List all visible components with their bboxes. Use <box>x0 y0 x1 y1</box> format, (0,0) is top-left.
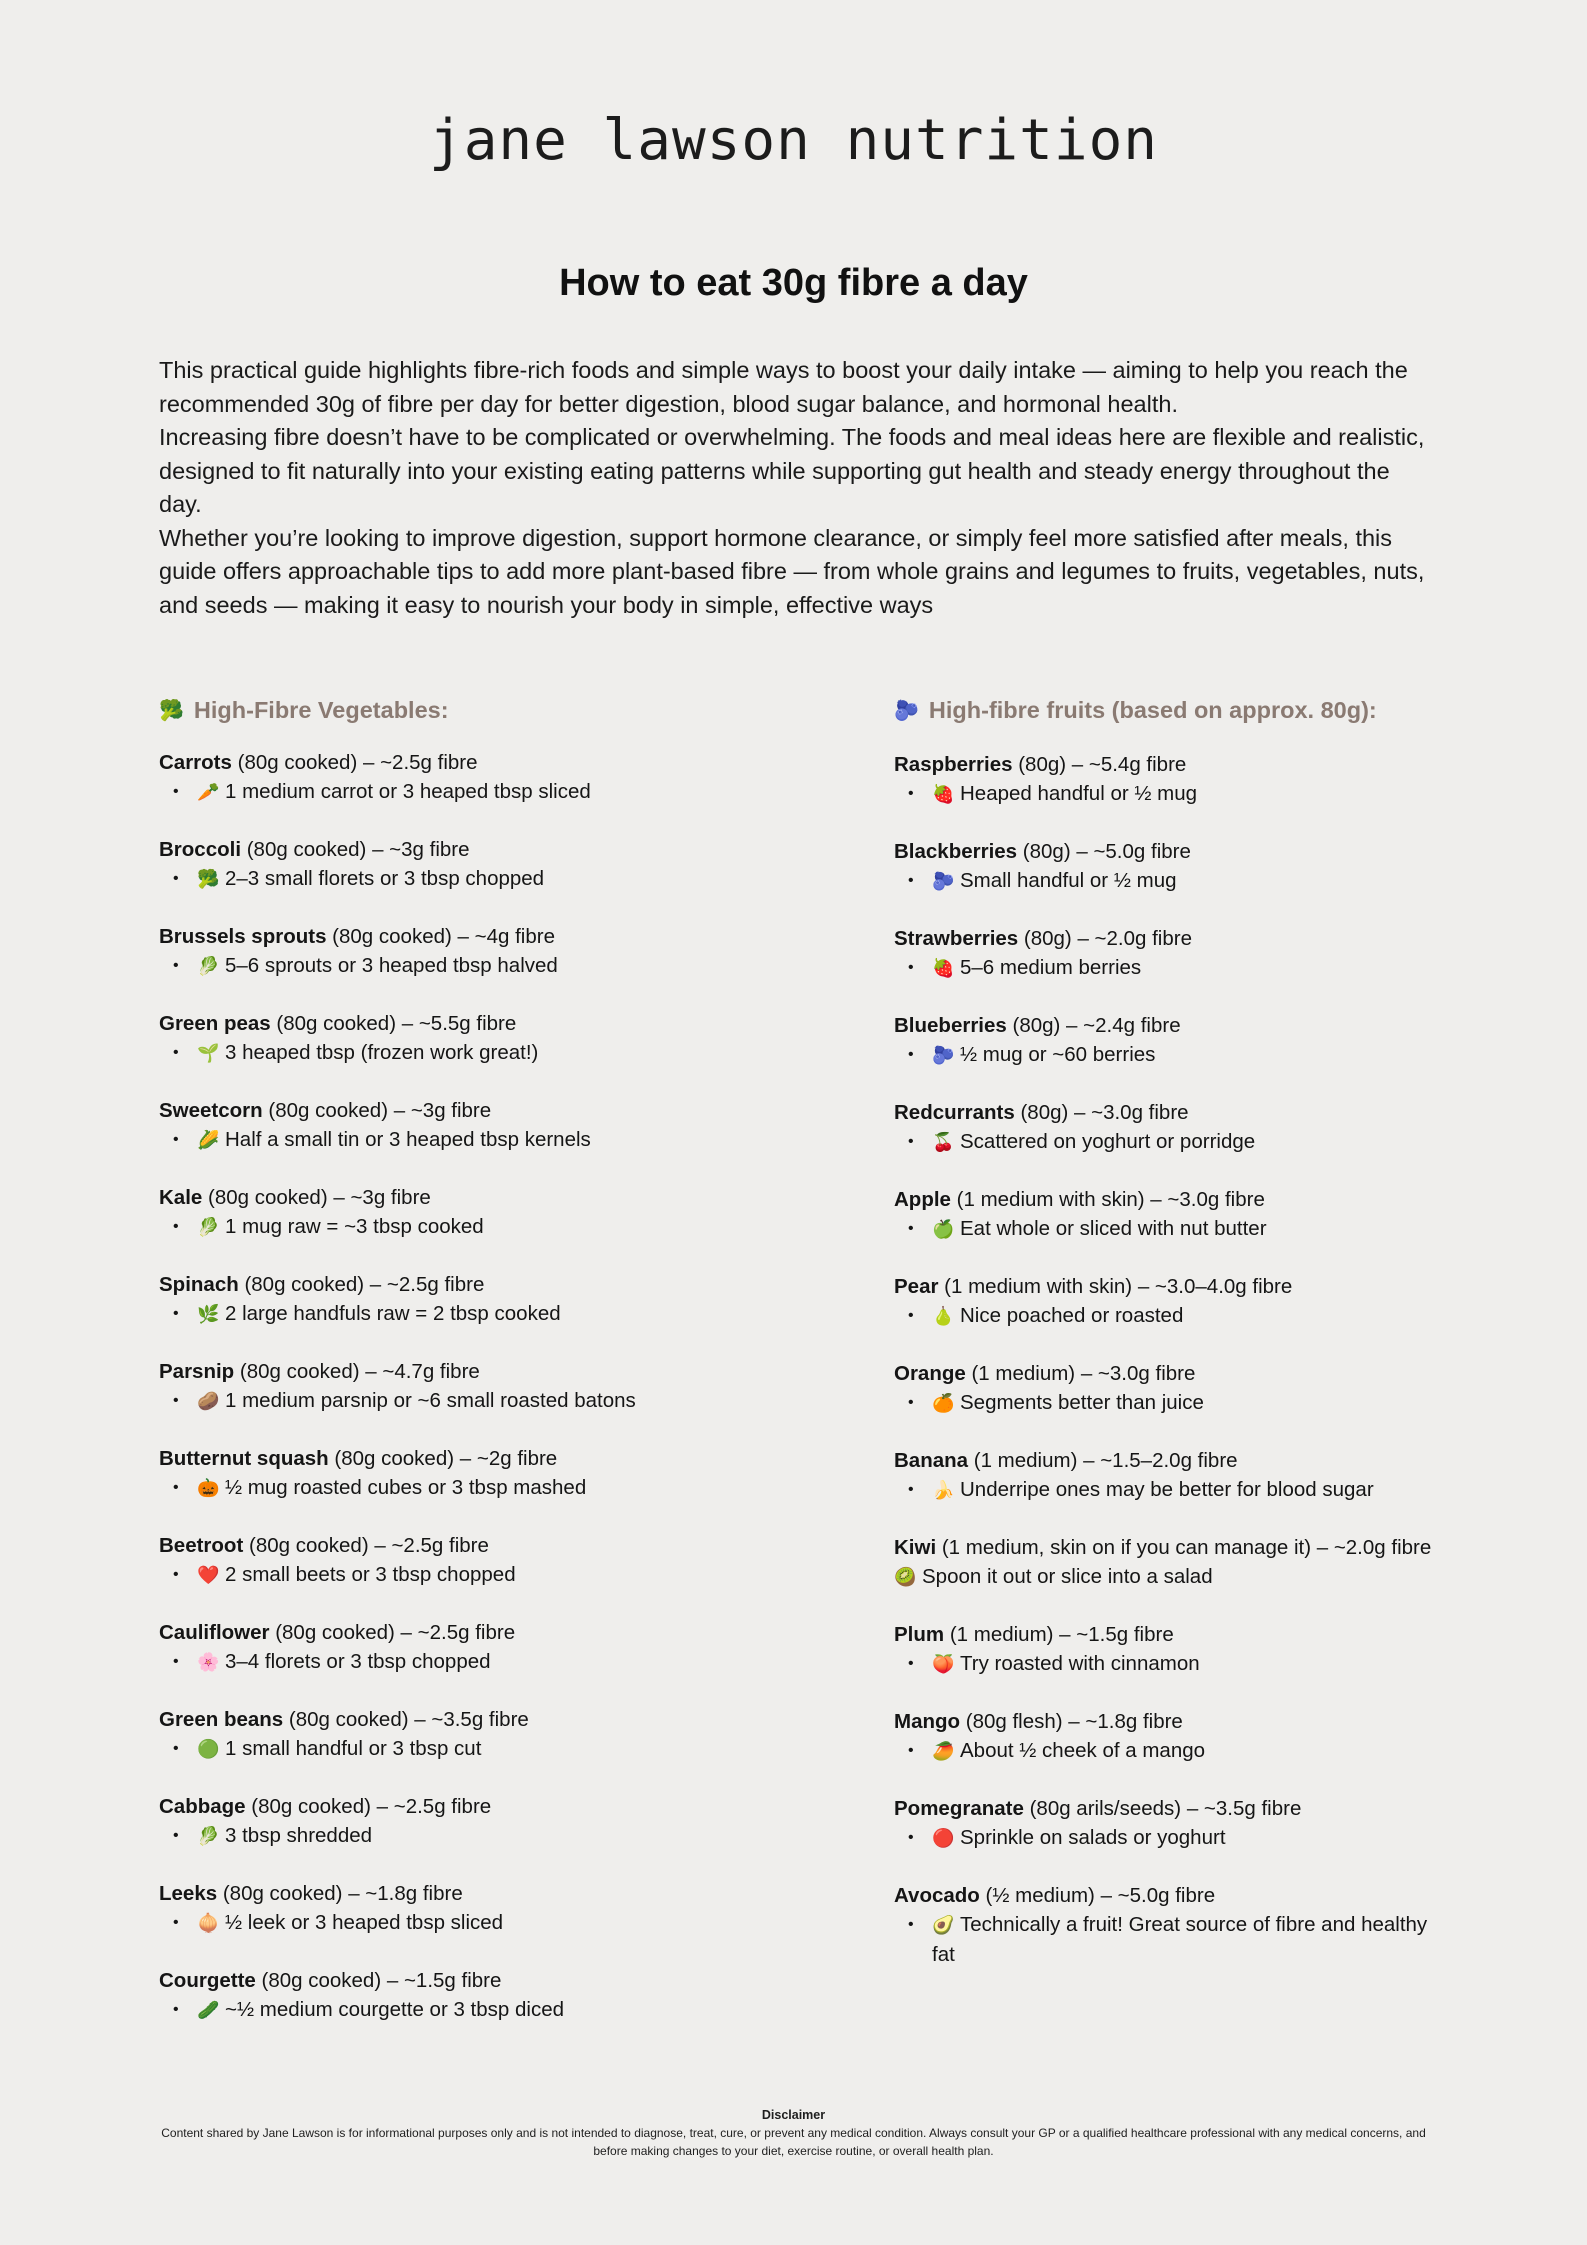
food-emoji-icon: 🥕 <box>197 782 220 802</box>
tip-bullet <box>159 1125 839 1155</box>
bullet-dot-icon: • <box>173 1392 179 1409</box>
list-item <box>159 1183 839 1270</box>
bullet-dot-icon: • <box>908 1916 914 1933</box>
food-emoji-icon: 🫐 <box>932 871 955 891</box>
tip-content <box>932 1301 1183 1331</box>
tip-content <box>197 777 591 807</box>
food-name: Beetroot <box>159 1534 244 1557</box>
food-detail: (80g cooked) – ~1.5g fibre <box>255 1969 502 1992</box>
food-detail: (80g cooked) – ~4.7g fibre <box>234 1360 480 1383</box>
tip-bullet <box>159 1821 839 1851</box>
list-item <box>894 1359 1434 1446</box>
food-tip: Scattered on yoghurt or porridge <box>960 1130 1256 1153</box>
tip-content <box>197 1647 491 1677</box>
tip-bullet <box>894 1910 1434 1969</box>
food-name: Kiwi <box>894 1536 937 1559</box>
food-name: Carrots <box>159 751 232 774</box>
food-emoji-icon: 🌿 <box>197 1304 220 1324</box>
tip-bullet <box>159 1908 839 1938</box>
list-item <box>894 1272 1434 1359</box>
food-line <box>159 748 839 777</box>
tip-bullet <box>894 1040 1434 1070</box>
list-item <box>894 1446 1434 1533</box>
food-line <box>894 1011 1434 1040</box>
bullet-dot-icon: • <box>908 1220 914 1237</box>
food-tip: 1 small handful or 3 tbsp cut <box>225 1737 482 1760</box>
list-item <box>159 1966 839 2053</box>
food-tip: 2 large handfuls raw = 2 tbsp cooked <box>225 1302 561 1325</box>
vegetables-list <box>159 748 839 2053</box>
food-name: Raspberries <box>894 753 1013 776</box>
food-name: Blueberries <box>894 1014 1007 1037</box>
tip-bullet <box>159 951 839 981</box>
food-line <box>159 1879 839 1908</box>
tip-content <box>197 864 544 894</box>
food-name: Orange <box>894 1362 966 1385</box>
list-item <box>894 1620 1434 1707</box>
bullet-dot-icon: • <box>908 959 914 976</box>
food-line <box>894 1185 1434 1214</box>
bullet-dot-icon: • <box>908 1046 914 1063</box>
food-line <box>894 1446 1434 1475</box>
food-emoji-icon: 🫐 <box>932 1045 955 1065</box>
bullet-dot-icon: • <box>173 1044 179 1061</box>
food-tip: Nice poached or roasted <box>960 1304 1184 1327</box>
bullet-dot-icon: • <box>908 785 914 802</box>
food-line <box>159 922 839 951</box>
food-tip: ½ mug or ~60 berries <box>960 1043 1156 1066</box>
list-item <box>159 1357 839 1444</box>
food-line <box>159 1531 839 1560</box>
bullet-dot-icon: • <box>908 1394 914 1411</box>
food-emoji-icon: 🍒 <box>932 1132 955 1152</box>
food-emoji-icon: 🥭 <box>932 1741 955 1761</box>
list-item <box>894 1098 1434 1185</box>
tip-content <box>932 953 1141 983</box>
food-line <box>159 835 839 864</box>
intro-paragraph: Increasing fibre doesn’t have to be complicated or overwhelming. The foods and meal ideas here are flexible and realistic, designed to fit naturally into your existing eating patterns while supporting gut health and steady energy throughout the day. <box>159 424 1425 517</box>
food-line <box>159 1618 839 1647</box>
fruits-heading-label: High-fibre fruits (based on approx. 80g): <box>928 696 1377 723</box>
tip-bullet <box>894 779 1434 809</box>
food-name: Blackberries <box>894 840 1018 863</box>
tip-bullet <box>894 1736 1434 1766</box>
bullet-dot-icon: • <box>908 872 914 889</box>
disclaimer-heading: Disclaimer <box>761 2108 826 2122</box>
tip-bullet <box>159 1299 839 1329</box>
food-tip: Try roasted with cinnamon <box>960 1652 1200 1675</box>
bullet-dot-icon: • <box>173 1131 179 1148</box>
food-emoji-icon: 🥬 <box>197 956 220 976</box>
food-tip: Technically a fruit! Great source of fibre and healthy fat <box>932 1913 1428 1966</box>
list-item <box>894 750 1434 837</box>
food-emoji-icon: 🌸 <box>197 1652 220 1672</box>
food-line <box>159 1357 839 1386</box>
tip-bullet <box>894 1127 1434 1157</box>
food-tip: Underripe ones may be better for blood sugar <box>960 1478 1374 1501</box>
tip-bullet <box>159 1734 839 1764</box>
bullet-dot-icon: • <box>173 2001 179 2018</box>
food-tip: 3 heaped tbsp (frozen work great!) <box>225 1041 539 1064</box>
food-emoji-icon: 🍏 <box>932 1219 955 1239</box>
food-tip: Spoon it out or slice into a salad <box>922 1565 1213 1588</box>
tip-bullet <box>894 1475 1434 1505</box>
tip-content <box>197 1299 561 1329</box>
food-name: Redcurrants <box>894 1101 1015 1124</box>
tip-bullet <box>894 1823 1434 1853</box>
food-tip: Segments better than juice <box>960 1391 1204 1414</box>
food-line <box>159 1183 839 1212</box>
intro-text <box>159 354 1431 622</box>
list-item <box>159 1096 839 1183</box>
food-detail: (80g cooked) – ~2.5g fibre <box>269 1621 516 1644</box>
food-name: Avocado <box>894 1884 980 1907</box>
fruits-heading <box>894 690 1434 730</box>
tip-content <box>197 1386 636 1416</box>
food-tip: About ½ cheek of a mango <box>960 1739 1206 1762</box>
list-item <box>894 837 1434 924</box>
food-tip: 5–6 medium berries <box>960 956 1142 979</box>
tip-content <box>197 1038 538 1068</box>
food-emoji-icon: 🌽 <box>197 1130 220 1150</box>
bullet-dot-icon: • <box>173 1914 179 1931</box>
tip-bullet <box>159 1995 839 2025</box>
bullet-dot-icon: • <box>908 1481 914 1498</box>
food-tip: 1 mug raw = ~3 tbsp cooked <box>225 1215 484 1238</box>
food-emoji-icon: 🍌 <box>932 1480 955 1500</box>
list-item <box>159 1444 839 1531</box>
tip-content <box>932 1736 1205 1766</box>
intro-paragraph: Whether you’re looking to improve digestion, support hormone clearance, or simply feel more satisfied after meals, this guide offers approachable tips to add more plant-based fibre — from whole grains and legumes to fruits, vegetables, nuts, and seeds — making it easy to nourish your body in simple, effective ways <box>159 524 1425 618</box>
tip-bullet <box>159 1473 839 1503</box>
food-line <box>159 1792 839 1821</box>
tip-content <box>197 1212 484 1242</box>
food-detail: (80g cooked) – ~3g fibre <box>241 838 470 861</box>
food-tip: Sprinkle on salads or yoghurt <box>960 1826 1226 1849</box>
bullet-dot-icon: • <box>908 1829 914 1846</box>
tip-bullet <box>159 1212 839 1242</box>
food-detail: (80g cooked) – ~2.5g fibre <box>245 1795 492 1818</box>
food-line <box>159 1705 839 1734</box>
tip-content <box>197 1908 503 1938</box>
vegetables-heading <box>159 690 839 730</box>
food-tip: 1 medium carrot or 3 heaped tbsp sliced <box>225 780 591 803</box>
tip-bullet <box>894 1649 1434 1679</box>
food-emoji-icon: 🥝 <box>894 1567 917 1587</box>
food-tip: ½ leek or 3 heaped tbsp sliced <box>225 1911 504 1934</box>
food-tip: 1 medium parsnip or ~6 small roasted batons <box>225 1389 636 1412</box>
food-emoji-icon: 🥔 <box>197 1391 220 1411</box>
food-tip: 5–6 sprouts or 3 heaped tbsp halved <box>225 954 558 977</box>
list-item <box>894 924 1434 1011</box>
food-line <box>894 837 1434 866</box>
fruits-list <box>894 750 1434 1968</box>
list-item <box>894 1185 1434 1272</box>
tip-bullet <box>159 1560 839 1590</box>
list-item <box>159 1705 839 1792</box>
food-emoji-icon: 🍑 <box>932 1654 955 1674</box>
food-line <box>159 1009 839 1038</box>
food-detail: (1 medium) – ~1.5g fibre <box>944 1623 1174 1646</box>
bullet-dot-icon: • <box>908 1307 914 1324</box>
food-line <box>894 750 1434 779</box>
bullet-dot-icon: • <box>173 1305 179 1322</box>
tip-bullet <box>894 953 1434 983</box>
food-name: Brussels sprouts <box>159 925 327 948</box>
food-line <box>159 1966 839 1995</box>
food-detail: (80g cooked) – ~1.8g fibre <box>217 1882 463 1905</box>
food-name: Green beans <box>159 1708 284 1731</box>
food-name: Pomegranate <box>894 1797 1024 1820</box>
broccoli-icon: 🥦 <box>159 699 184 722</box>
tip-content <box>932 1649 1200 1679</box>
tip-content <box>932 1388 1204 1418</box>
bullet-dot-icon: • <box>173 783 179 800</box>
food-detail: (80g cooked) – ~5.5g fibre <box>270 1012 517 1035</box>
food-emoji-icon: 🍊 <box>932 1393 955 1413</box>
food-line <box>894 1098 1434 1127</box>
tip-content <box>932 1127 1255 1157</box>
food-detail: (80g cooked) – ~2.5g fibre <box>238 1273 485 1296</box>
bullet-dot-icon: • <box>173 870 179 887</box>
tip-content <box>932 779 1197 809</box>
bullet-dot-icon: • <box>173 1740 179 1757</box>
food-name: Plum <box>894 1623 945 1646</box>
food-tip: Eat whole or sliced with nut butter <box>960 1217 1267 1240</box>
tip-content <box>197 1473 586 1503</box>
tip-bullet <box>159 777 839 807</box>
food-tip: 3 tbsp shredded <box>225 1824 373 1847</box>
tip-content <box>197 1125 591 1155</box>
food-tip: 3–4 florets or 3 tbsp chopped <box>225 1650 491 1673</box>
bullet-dot-icon: • <box>173 1218 179 1235</box>
bullet-dot-icon: • <box>908 1742 914 1759</box>
food-detail: (1 medium, skin on if you can manage it) – ~2.0g fibre <box>936 1536 1432 1559</box>
food-tip: Half a small tin or 3 heaped tbsp kernels <box>225 1128 591 1151</box>
disclaimer-text: Content shared by Jane Lawson is for informational purposes only and is not intended to diagnose, treat, cure, or prevent any medical condition. Always consult your GP or a qualified healthcare professional with any medical concerns, and before making changes to your diet, exercise routine, or overall health plan. <box>161 2126 1426 2158</box>
food-detail: (80g cooked) – ~2.5g fibre <box>243 1534 489 1557</box>
tip-bullet <box>159 1038 839 1068</box>
food-name: Cabbage <box>159 1795 246 1818</box>
tip-bullet <box>159 1386 839 1416</box>
blueberries-icon: 🫐 <box>894 699 919 722</box>
list-item <box>159 748 839 835</box>
food-emoji-icon: 🥬 <box>197 1217 220 1237</box>
food-name: Apple <box>894 1188 951 1211</box>
tip-content <box>932 1475 1374 1505</box>
food-emoji-icon: 🥦 <box>197 869 220 889</box>
vegetables-section <box>159 690 839 2053</box>
food-detail: (½ medium) – ~5.0g fibre <box>979 1884 1216 1907</box>
food-tip: 2–3 small florets or 3 tbsp chopped <box>225 867 545 890</box>
tip-bullet <box>894 1214 1434 1244</box>
food-detail: (1 medium with skin) – ~3.0–4.0g fibre <box>938 1275 1293 1298</box>
food-detail: (80g cooked) – ~2.5g fibre <box>231 751 478 774</box>
list-item <box>159 1618 839 1705</box>
food-line <box>894 924 1434 953</box>
list-item <box>159 1270 839 1357</box>
bullet-dot-icon: • <box>173 1479 179 1496</box>
food-line <box>894 1794 1434 1823</box>
tip-bullet <box>159 864 839 894</box>
food-emoji-icon: 🎃 <box>197 1478 220 1498</box>
food-line <box>159 1444 839 1473</box>
food-name: Strawberries <box>894 927 1019 950</box>
food-line <box>894 1272 1434 1301</box>
food-emoji-icon: 🥒 <box>197 2000 220 2020</box>
list-item <box>894 1881 1434 1968</box>
food-name: Cauliflower <box>159 1621 270 1644</box>
food-detail: (80g) – ~5.4g fibre <box>1012 753 1187 776</box>
list-item <box>894 1707 1434 1794</box>
tip-content <box>197 1995 564 2025</box>
food-line <box>159 1096 839 1125</box>
food-name: Kale <box>159 1186 203 1209</box>
vegetables-heading-label: High-Fibre Vegetables: <box>193 696 449 723</box>
food-detail: (80g cooked) – ~3g fibre <box>202 1186 431 1209</box>
tip-content <box>197 1560 516 1590</box>
food-line <box>159 1270 839 1299</box>
intro-paragraph: This practical guide highlights fibre-rich foods and simple ways to boost your daily intake — aiming to help you reach the recommended 30g of fibre per day for better digestion, blood sugar balance, and hormonal health. <box>159 357 1408 417</box>
food-name: Parsnip <box>159 1360 235 1383</box>
food-detail: (80g flesh) – ~1.8g fibre <box>960 1710 1183 1733</box>
tip-bullet <box>894 866 1434 896</box>
food-tip: Heaped handful or ½ mug <box>960 782 1198 805</box>
tip-bullet <box>159 1647 839 1677</box>
list-item <box>159 1009 839 1096</box>
tip-content <box>932 1910 1434 1969</box>
food-name: Banana <box>894 1449 969 1472</box>
food-line <box>894 1881 1434 1910</box>
bullet-dot-icon: • <box>173 957 179 974</box>
brand-logo: jane lawson nutrition <box>428 108 1158 173</box>
food-emoji-icon: 🍐 <box>932 1306 955 1326</box>
food-line <box>894 1359 1434 1388</box>
food-name: Leeks <box>159 1882 218 1905</box>
page-title: How to eat 30g fibre a day <box>559 262 1028 304</box>
food-name: Butternut squash <box>159 1447 329 1470</box>
food-emoji-icon: 🟢 <box>197 1739 220 1759</box>
food-emoji-icon: ❤️ <box>197 1565 220 1585</box>
food-tip: Small handful or ½ mug <box>960 869 1177 892</box>
list-item <box>159 1792 839 1879</box>
bullet-dot-icon: • <box>173 1566 179 1583</box>
fruits-section <box>894 690 1434 1968</box>
tip-content <box>932 866 1177 896</box>
food-name: Green peas <box>159 1012 271 1035</box>
food-tip: ~½ medium courgette or 3 tbsp diced <box>225 1998 565 2021</box>
food-line <box>894 1707 1434 1736</box>
food-tip: ½ mug roasted cubes or 3 tbsp mashed <box>225 1476 587 1499</box>
tip-bullet <box>894 1388 1434 1418</box>
food-name: Spinach <box>159 1273 239 1296</box>
food-emoji-icon: 🧅 <box>197 1913 220 1933</box>
list-item <box>159 1531 839 1618</box>
list-item <box>894 1794 1434 1881</box>
food-name: Sweetcorn <box>159 1099 263 1122</box>
tip-bullet <box>894 1301 1434 1331</box>
bullet-dot-icon: • <box>173 1827 179 1844</box>
tip-content <box>197 1734 481 1764</box>
tip-content <box>197 1821 372 1851</box>
tip-content <box>197 951 558 981</box>
food-line <box>894 1620 1434 1649</box>
food-detail: (80g) – ~3.0g fibre <box>1014 1101 1189 1124</box>
list-item <box>159 922 839 1009</box>
tip-content <box>932 1823 1226 1853</box>
list-item <box>159 1879 839 1966</box>
food-emoji-icon: 🔴 <box>932 1828 955 1848</box>
food-detail: (80g cooked) – ~3g fibre <box>262 1099 492 1122</box>
food-name: Broccoli <box>159 838 242 861</box>
bullet-dot-icon: • <box>908 1655 914 1672</box>
food-detail: (1 medium) – ~3.0g fibre <box>965 1362 1196 1385</box>
food-detail: (1 medium with skin) – ~3.0g fibre <box>950 1188 1265 1211</box>
food-name: Pear <box>894 1275 939 1298</box>
food-emoji-icon: 🌱 <box>197 1043 220 1063</box>
food-detail: (80g) – ~5.0g fibre <box>1017 840 1191 863</box>
food-detail: (1 medium) – ~1.5–2.0g fibre <box>968 1449 1238 1472</box>
food-emoji-icon: 🥑 <box>932 1915 955 1935</box>
bullet-dot-icon: • <box>173 1653 179 1670</box>
food-emoji-icon: 🥬 <box>197 1826 220 1846</box>
food-detail: (80g cooked) – ~4g fibre <box>326 925 555 948</box>
food-detail: (80g cooked) – ~3.5g fibre <box>283 1708 529 1731</box>
food-detail: (80g) – ~2.0g fibre <box>1018 927 1192 950</box>
food-tip: 2 small beets or 3 tbsp chopped <box>225 1563 516 1586</box>
food-name: Courgette <box>159 1969 256 1992</box>
tip-content <box>932 1040 1155 1070</box>
food-detail: (80g cooked) – ~2g fibre <box>328 1447 558 1470</box>
list-item <box>894 1533 1434 1620</box>
food-detail: (80g arils/seeds) – ~3.5g fibre <box>1023 1797 1302 1820</box>
list-item <box>159 835 839 922</box>
disclaimer <box>150 2106 1437 2160</box>
list-item <box>894 1011 1434 1098</box>
food-emoji-icon: 🍓 <box>932 784 955 804</box>
food-name: Mango <box>894 1710 961 1733</box>
tip-content <box>932 1214 1267 1244</box>
bullet-dot-icon: • <box>908 1133 914 1150</box>
food-emoji-icon: 🍓 <box>932 958 955 978</box>
food-detail: (80g) – ~2.4g fibre <box>1006 1014 1181 1037</box>
